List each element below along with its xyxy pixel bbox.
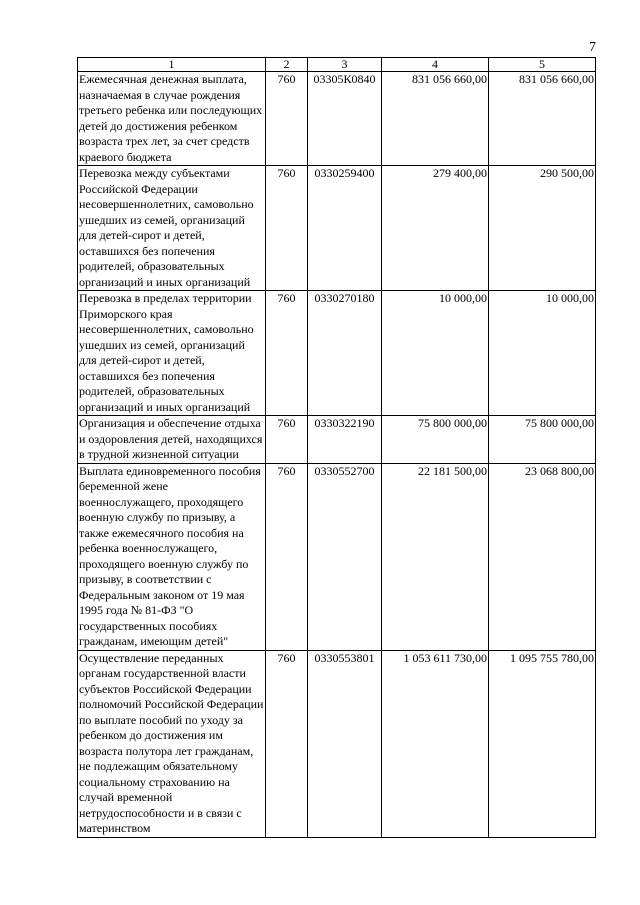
table-row: [78, 416, 596, 464]
row-col4: 75 800 000,00: [382, 416, 489, 464]
row-col5: 23 068 800,00: [489, 463, 596, 650]
row-name: Выплата единовременного пособия беременной жене военнослужащего, проходящего военную службу по призыву, а также ежемесячного пособия на ребенка военнослужащего, проходящего военную службу по призыву, в соответствии с Федеральным законом от 19 мая 1995 года № 81-ФЗ "О государственных пособиях гражданам, имеющим детей": [78, 463, 266, 650]
row-col4: 831 056 660,00: [382, 72, 489, 166]
row-col2: 760: [266, 291, 308, 416]
row-col4: 279 400,00: [382, 166, 489, 291]
column-header-4: 4: [382, 58, 489, 72]
row-col5: 75 800 000,00: [489, 416, 596, 464]
column-header-3: 3: [308, 58, 382, 72]
column-header-2: 2: [266, 58, 308, 72]
row-col4: 1 053 611 730,00: [382, 650, 489, 837]
row-col3: 0330552700: [308, 463, 382, 650]
row-name: Перевозка между субъектами Российской Федерации несовершеннолетних, самовольно ушедших из семей, организаций для детей-сирот и детей, оставшихся без попечения родителей, образовательных организаций и иных организаций: [78, 166, 266, 291]
row-col3: 0330270180: [308, 291, 382, 416]
row-name: Организация и обеспечение отдыха и оздоровления детей, находящихся в трудной жизненной ситуации: [78, 416, 266, 464]
page-number: 7: [589, 40, 596, 55]
budget-table: [77, 57, 596, 838]
row-col2: 760: [266, 650, 308, 837]
row-col5: 1 095 755 780,00: [489, 650, 596, 837]
row-col5: 10 000,00: [489, 291, 596, 416]
column-header-5: 5: [489, 58, 596, 72]
row-col3: 0330553801: [308, 650, 382, 837]
row-col2: 760: [266, 416, 308, 464]
table-row: [78, 166, 596, 291]
row-col4: 10 000,00: [382, 291, 489, 416]
table-row: [78, 650, 596, 837]
row-name: Осуществление переданных органам государственной власти субъектов Российской Федерации полномочий Российской Федерации по выплате пособий по уходу за ребенком до достижения им возраста полутора лет гражданам, не подлежащим обязательному социальному страхованию на случай временной нетрудоспособности и в связи с материнством: [78, 650, 266, 837]
row-col2: 760: [266, 72, 308, 166]
table-row: [78, 291, 596, 416]
header-row: [78, 58, 596, 72]
row-col3: 0330259400: [308, 166, 382, 291]
row-col5: 831 056 660,00: [489, 72, 596, 166]
row-name: Перевозка в пределах территории Приморского края несовершеннолетних, самовольно ушедших из семей, организаций для детей-сирот и детей, оставшихся без попечения родителей, образовательных организаций и иных организаций: [78, 291, 266, 416]
row-col3: 0330322190: [308, 416, 382, 464]
table-row: [78, 463, 596, 650]
row-col3: 03305К0840: [308, 72, 382, 166]
column-header-1: 1: [78, 58, 266, 72]
row-col4: 22 181 500,00: [382, 463, 489, 650]
row-col2: 760: [266, 463, 308, 650]
row-name: Ежемесячная денежная выплата, назначаемая в случае рождения третьего ребенка или последующих детей до достижения ребенком возраста трех лет, за счет средств краевого бюджета: [78, 72, 266, 166]
row-col2: 760: [266, 166, 308, 291]
row-col5: 290 500,00: [489, 166, 596, 291]
table-row: [78, 72, 596, 166]
